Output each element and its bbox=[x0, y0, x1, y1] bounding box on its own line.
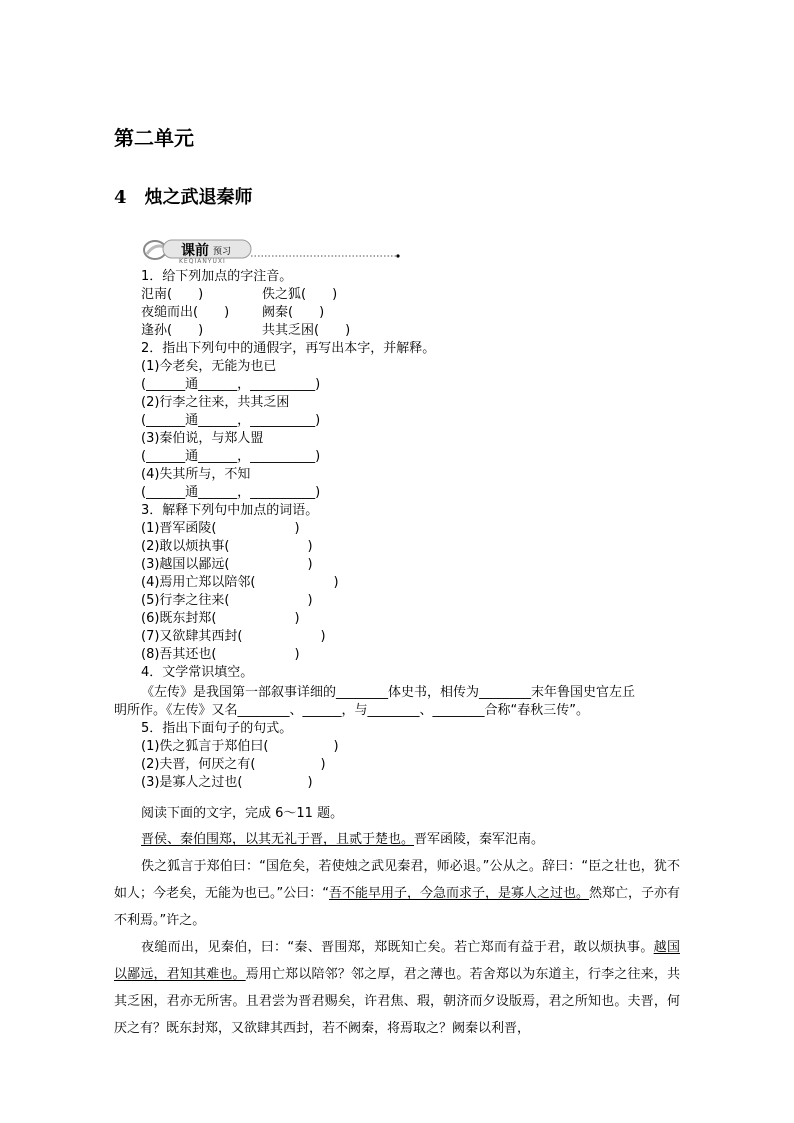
q2-item: (3)秦伯说，与郑人盟 bbox=[141, 431, 264, 446]
q2-answer-blank: (______通______，__________) bbox=[141, 413, 321, 428]
q1-item: 共其乏困( ) bbox=[262, 323, 351, 338]
q5-item: (3)是寡人之过也( ) bbox=[141, 775, 313, 790]
unit-title: 第二单元 bbox=[114, 126, 194, 150]
preview-section-badge bbox=[141, 236, 401, 266]
passage-text: 焉用亡郑以陪邻？邻之厚，君之薄也。若舍郑以为东道主，行李之往来，共其乏困，君亦无所害。且君尝为晋君赐矣，许君焦、瑕，朝济而夕设版焉，君之所知也。夫晋，何厌之有？既东封郑，又欲肆其西封，若不阙秦，将焉取之？阙秦以利晋， bbox=[114, 967, 680, 1036]
badge-label: 课前 bbox=[181, 243, 209, 259]
lesson-title: 4 烛之武退秦师 bbox=[114, 187, 253, 208]
q2-item: (2)行李之往来，共其乏困 bbox=[141, 395, 290, 410]
q3-item: (1)晋军函陵( ) bbox=[141, 521, 300, 536]
q4-prompt: 4．文学常识填空。 bbox=[141, 665, 254, 680]
q2-prompt: 2．指出下列句中的通假字，再写出本字，并解释。 bbox=[141, 341, 436, 356]
q3-item: (8)吾其还也( ) bbox=[141, 647, 300, 662]
q1-prompt: 1．给下列加点的字注音。 bbox=[141, 269, 293, 284]
q5-prompt: 5．指出下面句子的句式。 bbox=[141, 721, 293, 736]
passage-paragraph-2 bbox=[114, 853, 680, 934]
q2-item: (1)今老矣，无能为也已 bbox=[141, 359, 277, 374]
passage-paragraph-1 bbox=[114, 826, 680, 853]
q3-prompt: 3．解释下列句中加点的词语。 bbox=[141, 503, 319, 518]
q3-item: (3)越国以鄙远( ) bbox=[141, 557, 313, 572]
q3-item: (4)焉用亡郑以陪邻( ) bbox=[141, 575, 339, 590]
q4-text-line1: 《左传》是我国第一部叙事详细的________体史书，相传为________末年鲁国史官左丘 bbox=[141, 685, 636, 700]
q5-item: (1)佚之狐言于郑伯曰( ) bbox=[141, 739, 339, 754]
passage-text: 夜缒而出，见秦伯，曰：“秦、晋围郑，郑既知亡矣。若亡郑而有益于君，敢以烦执事。 bbox=[141, 940, 654, 955]
badge-sublabel: 预习 bbox=[213, 247, 232, 257]
q1-item: 夜缒而出( ) bbox=[141, 305, 230, 320]
passage-underlined-sentence: 越国以鄙远，君知其难也。 bbox=[114, 940, 680, 982]
passage-underlined-sentence: 吾不能早用子，今急而求子，是寡人之过也。 bbox=[328, 886, 589, 901]
q1-item: 氾南( ) bbox=[141, 287, 204, 302]
passage-text: 佚之狐言于郑伯曰：“国危矣，若使烛之武见秦君，师必退。”公从之。辞曰：“臣之壮也，犹不如人；今老矣，无能为也已。”公曰：“ bbox=[114, 859, 680, 901]
q1-item: 佚之狐( ) bbox=[262, 287, 338, 302]
passage-text: 晋军函陵，秦军氾南。 bbox=[414, 832, 545, 847]
badge-pinyin: KEQIANYUXI bbox=[179, 258, 226, 265]
reading-intro: 阅读下面的文字，完成 6～11 题。 bbox=[141, 806, 344, 821]
q2-answer-blank: (______通______，__________) bbox=[141, 485, 321, 500]
passage-text: 然郑亡，子亦有不利焉。”许之。 bbox=[114, 886, 681, 928]
q3-item: (5)行李之往来( ) bbox=[141, 593, 313, 608]
q5-item: (2)夫晋，何厌之有( ) bbox=[141, 757, 326, 772]
q2-answer-blank: (______通______，__________) bbox=[141, 449, 321, 464]
q1-item: 逢孙( ) bbox=[141, 323, 204, 338]
q1-item: 阙秦( ) bbox=[262, 305, 325, 320]
q2-item: (4)失其所与，不知 bbox=[141, 467, 251, 482]
q3-item: (6)既东封郑( ) bbox=[141, 611, 300, 626]
q3-item: (2)敢以烦执事( ) bbox=[141, 539, 313, 554]
q4-text-line2: 明所作。《左传》又名________、______，与________、________合称“春秋三传”。 bbox=[114, 703, 589, 718]
passage-paragraph-3 bbox=[114, 934, 680, 1042]
q2-answer-blank: (______通______，__________) bbox=[141, 377, 321, 392]
q3-item: (7)又欲肆其西封( ) bbox=[141, 629, 326, 644]
passage-underlined-sentence: 晋侯、秦伯围郑，以其无礼于晋，且贰于楚也。 bbox=[141, 832, 415, 847]
